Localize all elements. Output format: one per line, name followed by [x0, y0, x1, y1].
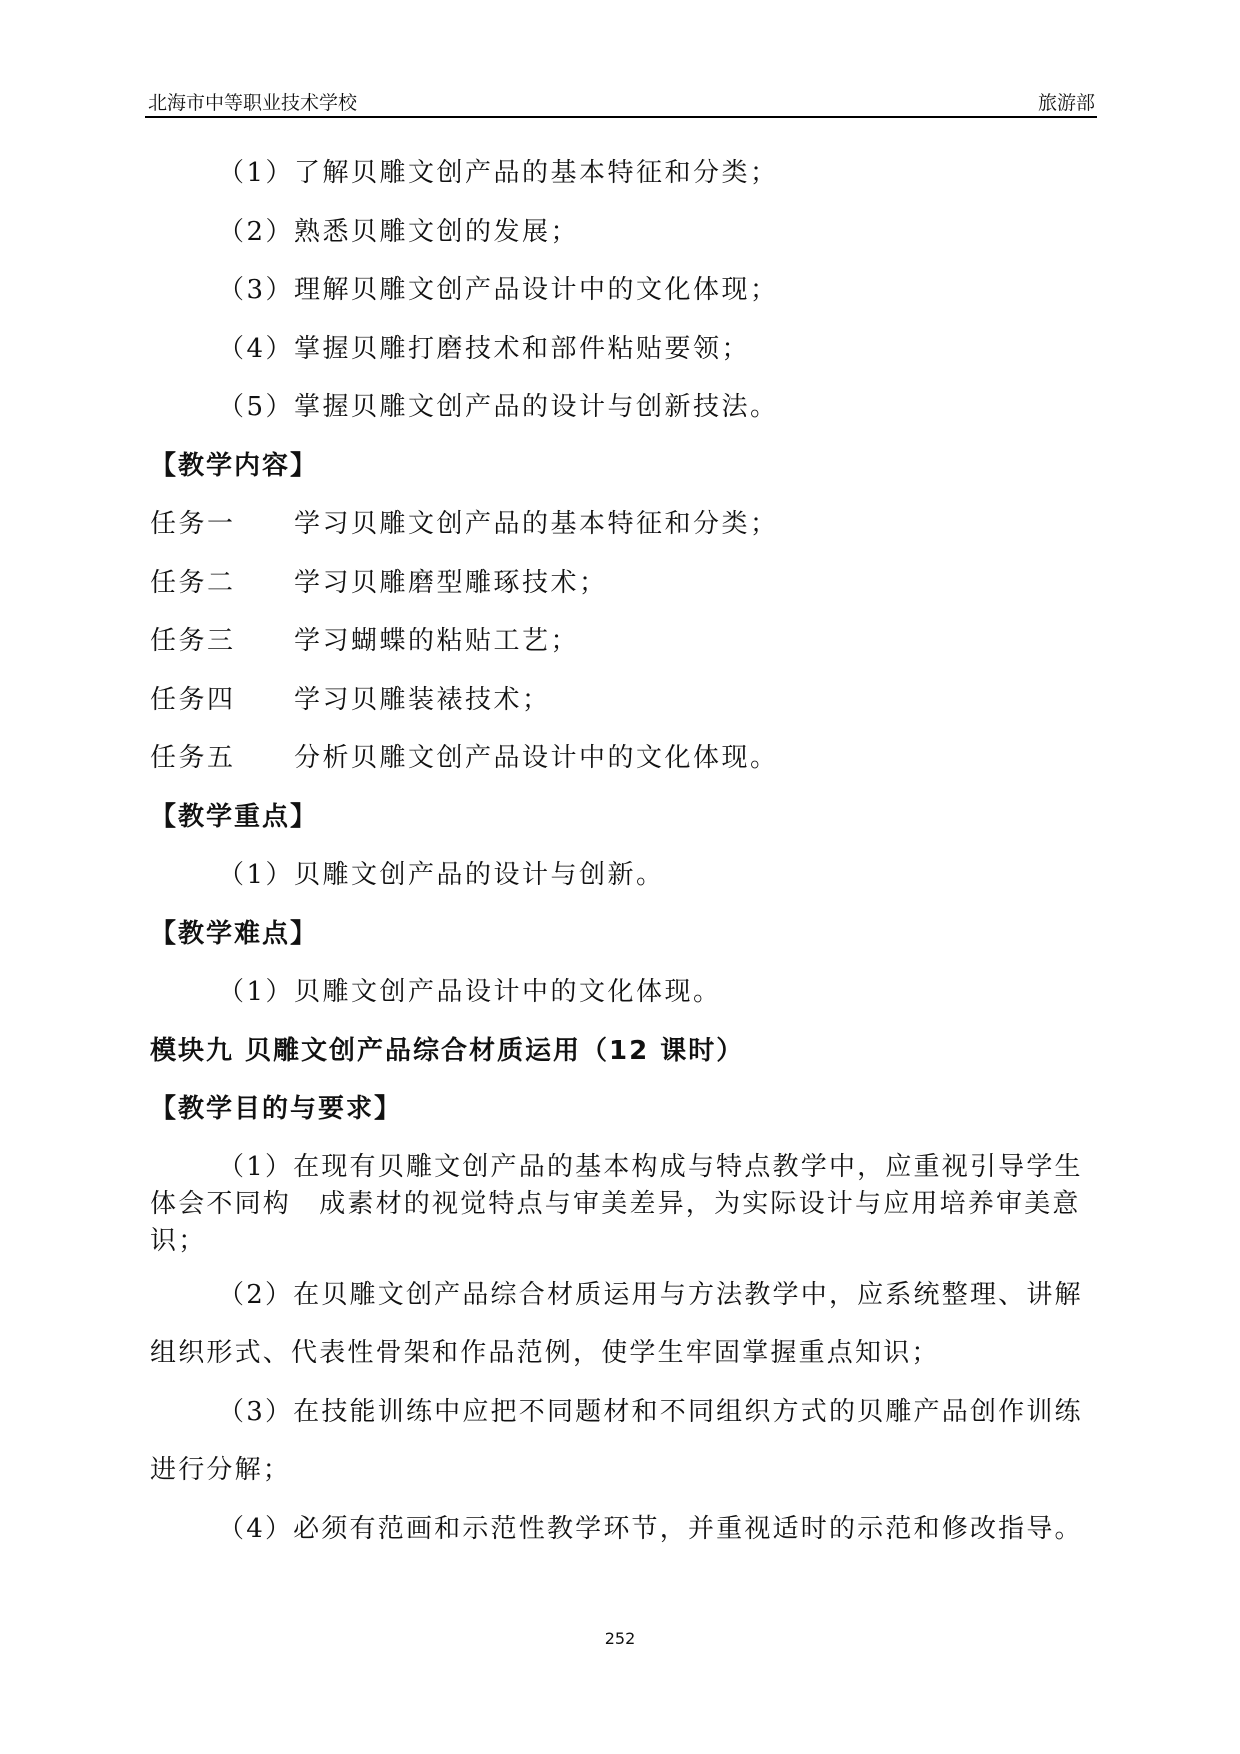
- task-label: 任务五: [150, 743, 236, 773]
- difficulties-heading: 【教学难点】: [150, 918, 319, 949]
- task-label: 任务三: [150, 626, 236, 656]
- task-row: [150, 567, 1090, 629]
- difficulty-item: （1）贝雕文创产品设计中的文化体现。: [218, 977, 722, 1007]
- header-department: 旅游部: [1037, 92, 1095, 114]
- task-row: [150, 511, 1090, 570]
- objective-item: （1）了解贝雕文创产品的基本特征和分类；: [218, 158, 779, 188]
- task-row: [150, 628, 1090, 687]
- key-point-item: （1）贝雕文创产品的设计与创新。: [218, 860, 665, 890]
- task-text: 学习贝雕文创产品的基本特征和分类；: [294, 509, 779, 539]
- task-label: 任务一: [150, 509, 236, 539]
- task-row: [150, 684, 1090, 746]
- objective-item: （2）熟悉贝雕文创的发展；: [218, 216, 580, 247]
- task-text: 分析贝雕文创产品设计中的文化体现。: [294, 743, 779, 773]
- objective-item: （5）掌握贝雕文创产品的设计与创新技法。: [218, 392, 779, 422]
- module-title: 模块九 贝雕文创产品综合材质运用（12 课时）: [150, 1035, 745, 1066]
- module-objective-paragraph: （1）在现有贝雕文创产品的基本构成与特点教学中，应重视引导学生体会不同构 成素材的视觉特点与审美差异，为实际设计与应用培养审美意识；: [150, 1151, 1083, 1256]
- objective-item: （3）理解贝雕文创产品设计中的文化体现；: [218, 275, 779, 305]
- task-text: 学习贝雕磨型雕琢技术；: [294, 567, 608, 598]
- task-row: [150, 745, 1090, 804]
- module-objective-paragraph: （3）在技能训练中应把不同题材和不同组织方式的贝雕产品创作训练进行分解；: [150, 1396, 1083, 1485]
- module-objective-paragraph: （2）在贝雕文创产品综合材质运用与方法教学中，应系统整理、讲解组织形式、代表性骨架和作品范例，使学生牢固掌握重点知识；: [150, 1279, 1083, 1368]
- page-header: [145, 86, 1097, 118]
- task-text: 学习蝴蝶的粘贴工艺；: [294, 626, 580, 656]
- objective-item: （4）掌握贝雕打磨技术和部件粘贴要领；: [218, 333, 751, 364]
- module-objectives-heading: 【教学目的与要求】: [150, 1094, 403, 1124]
- module-objective-paragraph: （4）必须有范画和示范性教学环节，并重视适时的示范和修改指导。: [218, 1513, 1083, 1544]
- key-points-heading: 【教学重点】: [150, 801, 319, 832]
- page-body: [150, 160, 1090, 1558]
- task-text: 学习贝雕装裱技术；: [294, 684, 551, 715]
- task-label: 任务四: [150, 684, 236, 715]
- page-number: 252: [604, 1629, 636, 1648]
- task-label: 任务二: [150, 567, 236, 598]
- teaching-content-heading: 【教学内容】: [150, 450, 319, 481]
- header-school-name: 北海市中等职业技术学校: [148, 92, 358, 114]
